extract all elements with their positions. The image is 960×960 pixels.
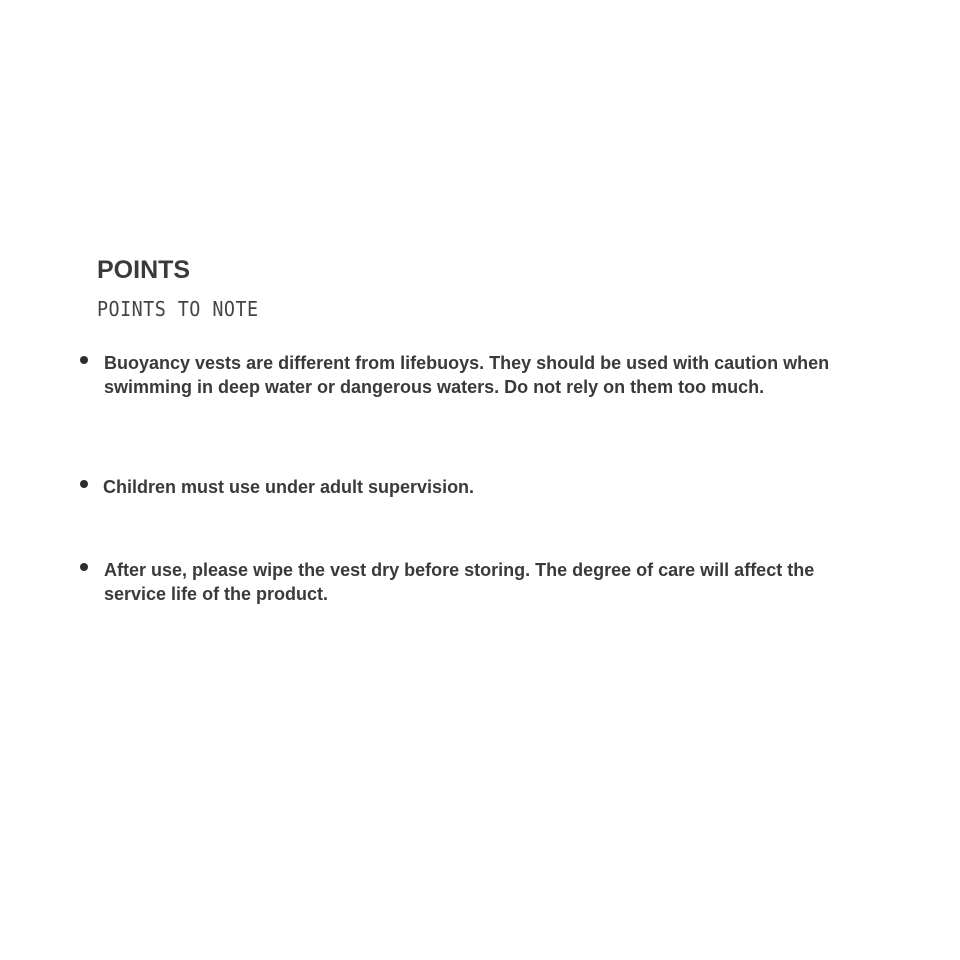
note-text: After use, please wipe the vest dry before storing. The degree of care will affect the service life of the product. xyxy=(104,560,815,604)
bullet-icon xyxy=(80,480,88,488)
page-subtitle: POINTS TO NOTE xyxy=(97,297,259,321)
bullet-icon xyxy=(80,563,88,571)
list-item xyxy=(80,351,860,399)
note-text: Buoyancy vests are different from lifebuoys. They should be used with caution when swimming in deep water or dangerous waters. Do not rely on them too much. xyxy=(104,353,830,397)
list-item xyxy=(80,558,860,606)
bullet-icon xyxy=(80,356,88,364)
page-title: POINTS xyxy=(97,256,191,284)
list-item xyxy=(80,475,860,499)
note-text: Children must use under adult supervision. xyxy=(103,477,475,497)
